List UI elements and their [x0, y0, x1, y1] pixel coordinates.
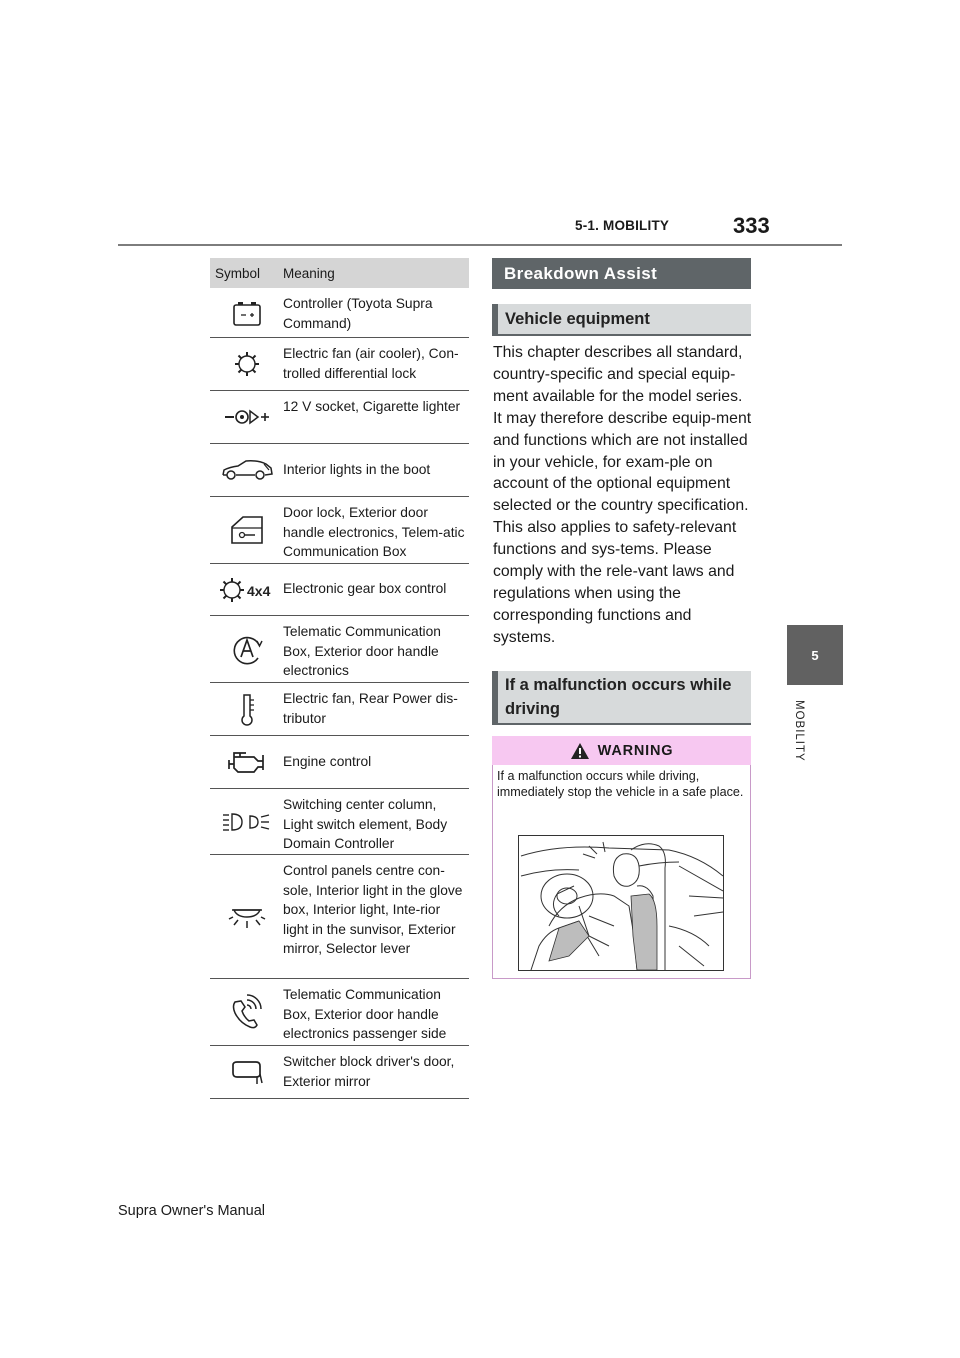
row-meaning: Controller (Toyota Supra Command) — [283, 296, 433, 331]
row-meaning: Switcher block driver's door, Exterior mirror — [283, 1054, 455, 1089]
table-row — [210, 338, 469, 391]
warning-label: WARNING — [597, 742, 674, 759]
page-number: 333 — [733, 213, 770, 238]
row-meaning: Electric fan (air cooler), Con-trolled differential lock — [283, 346, 459, 381]
table-row — [210, 736, 469, 789]
section-title: 5-1. MOBILITY — [575, 218, 670, 233]
chapter-tab-label — [787, 700, 805, 780]
col-symbol-header: Symbol — [215, 265, 261, 281]
thermometer-icon — [237, 692, 257, 726]
table-row — [210, 789, 469, 855]
socket-plug-icon — [224, 407, 270, 427]
table-row — [210, 497, 469, 564]
headlight-icon — [222, 810, 272, 834]
vehicle-equipment-text: This chapter describes all standard, country-specific and special equip-ment available for the model series. It may therefore describe equip-ment and functions which are not installed in your vehicle, for exam-ple on account of the optional equipment selected or the country specification. This also applies to safety-relevant functions and sys-tems. Please comply with the rele-vant laws and regulations when using the corresponding functions and systems. — [493, 344, 752, 646]
row-meaning: Switching center column, Light switch element, Body Domain Controller — [283, 797, 448, 851]
row-meaning: Telematic Communication Box, Exterior door handle electronics passenger side — [283, 987, 447, 1041]
row-meaning: Control panels centre con-sole, Interior light in the glove box, Interior light, Inte-rior light in the sunvisor, Exterior mirror, Selector lever — [283, 863, 463, 956]
row-meaning: Door lock, Exterior door handle electronics, Telem-atic Communication Box — [283, 505, 465, 559]
breakdown-assist-heading: Breakdown Assist — [492, 258, 751, 289]
row-meaning: Electronic gear box control — [283, 581, 447, 596]
warning-header — [492, 736, 751, 765]
engine-icon — [226, 749, 268, 775]
row-meaning: 12 V socket, Cigarette lighter — [283, 399, 461, 414]
malfunction-heading: If a malfunction occurs while driving — [492, 671, 751, 725]
table-row — [210, 1046, 469, 1099]
battery-controller-icon — [232, 300, 262, 326]
auto-a-icon — [232, 633, 262, 665]
table-row — [210, 855, 469, 979]
row-meaning: Electric fan, Rear Power dis-tributor — [283, 691, 458, 726]
table-row — [210, 979, 469, 1046]
phone-signal-icon — [230, 994, 264, 1030]
gear-4x4-icon — [219, 575, 275, 605]
table-row — [210, 683, 469, 736]
fan-gear-icon — [232, 349, 262, 379]
table-header — [210, 258, 469, 288]
table-row — [210, 391, 469, 444]
warning-text: If a malfunction occurs while driving, immediately stop the vehicle in a safe place. — [497, 769, 744, 799]
row-meaning: Telematic Communication Box, Exterior door handle electronics — [283, 624, 441, 678]
driver-illustration — [518, 835, 724, 971]
table-row — [210, 288, 469, 338]
mirror-icon — [230, 1059, 264, 1085]
dome-light-icon — [228, 904, 266, 930]
car-silhouette-icon — [220, 458, 274, 482]
gear-4x4-label: 4x4 — [246, 582, 270, 599]
table-row — [210, 444, 469, 497]
row-meaning: Engine control — [283, 754, 372, 769]
table-row — [210, 564, 469, 616]
row-meaning: Interior lights in the boot — [283, 462, 431, 477]
warning-triangle-icon — [570, 742, 590, 760]
driver-headrest-illustration — [519, 836, 723, 970]
chapter-tab: 5 — [787, 625, 843, 685]
symbol-table — [210, 258, 469, 1099]
table-row — [210, 616, 469, 683]
manual-footer: Supra Owner's Manual — [118, 1203, 266, 1219]
col-meaning-header: Meaning — [283, 265, 335, 281]
chapter-tab-label-text: MOBILITY — [793, 700, 805, 762]
door-handle-icon — [229, 515, 265, 545]
header-divider — [118, 244, 842, 246]
vehicle-equipment-heading: Vehicle equipment — [492, 304, 751, 336]
